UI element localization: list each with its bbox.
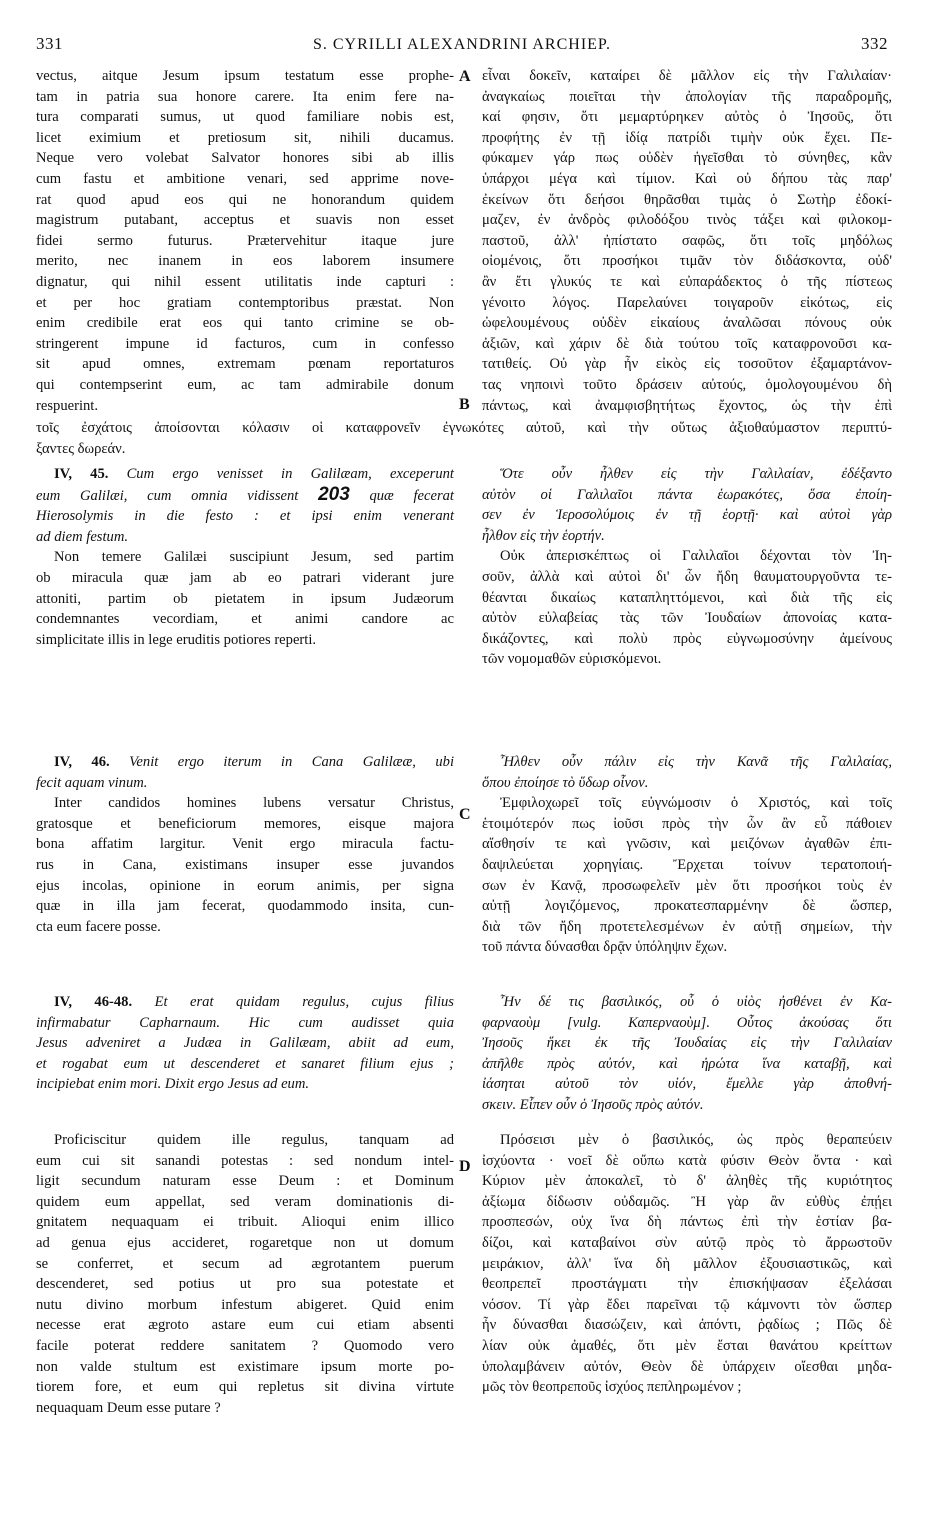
text-line: Inter candidos homines lubens versatur Christus, bbox=[54, 795, 454, 812]
text-line: αὐτῇ λογιζόμενος, προκατεσπαρμένην δὲ ὥσπερ, bbox=[482, 898, 892, 915]
text-line: τας νηποινὶ τοῦτο δράσειν αὐτούς, ὁμολογουμένου δὴ bbox=[482, 376, 892, 393]
text-line: gratosque et beneficiorum memores, eisque majora bbox=[36, 815, 454, 832]
lemma-line: Ἦλθεν οὖν πάλιν εἰς τὴν Κανᾶ τῆς Γαλιλαίας, bbox=[500, 754, 892, 770]
lemma-line: eum Galilæi, cum omnia vidissent 203 quæ fecerat bbox=[36, 483, 454, 505]
latin-column-top bbox=[36, 66, 454, 416]
lemma-line: Hierosolymis in die festo : et ipsi enim venerant bbox=[36, 508, 454, 525]
lemma-line: IV, 46. Venit ergo iterum in Cana Galilææ, ubi bbox=[54, 754, 454, 770]
margin-letter-a: A bbox=[459, 68, 471, 85]
lemma-line: φαρναοὺμ [vulg. Καπερναοὺμ]. Οὗτος ἀκούσας ὅτι bbox=[482, 1014, 892, 1031]
text-line: tam in patria sua honore carere. Ita enim fere na- bbox=[36, 88, 454, 105]
latin-section-iv-46-48-lemma bbox=[36, 992, 454, 1095]
text-line: enim credibile erat eos qui tanto crimine se ob- bbox=[36, 315, 454, 332]
text-line: ὑπολαμβάνειν αὐτόν, Θεὸν δὲ ὑπάρχειν οἴεσθαι μηδα- bbox=[482, 1358, 892, 1375]
text-line: σων ἐν Κανᾷ, προσωφελεῖν μὲν ὅτι προσήκοι τοὺς ἐν bbox=[482, 877, 892, 894]
left-page-number: 331 bbox=[36, 34, 63, 53]
text-line: gnitatem nequaquam ei tribuit. Alioqui enim illico bbox=[36, 1214, 454, 1231]
lemma-line: ὅπου ἐποίησε τὸ ὕδωρ οἶνον. bbox=[482, 774, 649, 791]
text-line: dignatur, qui nihil essent utilitatis inde capturi : bbox=[36, 273, 454, 290]
text-line: οἰομένοις, ὅτι προσήκοι τιμᾶν τὸν διδάσκοντα, οὐδ' bbox=[482, 253, 892, 270]
text-line: μῶς τὸν θεοπρεποῦς ἰσχύος πεπληρωμένον ; bbox=[482, 1379, 742, 1396]
text-line: ξαντες δωρεάν. bbox=[36, 440, 126, 457]
verse-reference: IV, 45. bbox=[54, 466, 109, 482]
text-line: licet eximium et pretiosum sit, nihili ducamus. bbox=[36, 129, 454, 146]
right-page-number: 332 bbox=[861, 34, 888, 53]
text-line: rat quod apud eos qui ne honorandum quidem bbox=[36, 191, 454, 208]
text-line: προσπεσών, οὐχ ἵνα δὴ πάντως ἐπὶ τὴν ἑστίαν βα- bbox=[482, 1214, 892, 1231]
text-line: merito, nec inanem in eos laborem insumere bbox=[36, 253, 454, 270]
column-number-marker: 203 bbox=[318, 483, 350, 505]
text-line: τοῖς ἐσχάτοις ἀποίσονται κόλασιν οἱ καταφρονεῖν ἐγνωκότες αὐτοῦ, καὶ τὴν οὕτως ἀξιοθαύμαστον περιπτύ- bbox=[36, 420, 892, 436]
text-line: condemnantes vecordiam, et animi candore ac bbox=[36, 611, 454, 628]
text-line: γένοιτο λόγος. Παρελαύνει τοιγαροῦν εἰκότως, εἰς bbox=[482, 294, 892, 311]
margin-letter-d: D bbox=[459, 1158, 471, 1175]
text-line: φύκαμεν γάρ πως οὐδὲν ἡγεῖσθαι τὸ σύνηθες, κἂν bbox=[482, 150, 892, 167]
text-line: Κύριον μὲν ἀποκαλεῖ, τὸ δ' ἀληθὲς τῆς κυριότητος bbox=[482, 1173, 892, 1190]
text-line: τατιθείς. Οὐ γὰρ ἦν εἰκὸς εἰς τοσοῦτον ἐξαμαρτάνον- bbox=[482, 356, 892, 373]
latin-section-iv-46-48-commentary bbox=[36, 1130, 454, 1418]
verse-reference: IV, 46-48. bbox=[54, 994, 133, 1010]
lemma-line: incipiebat enim mori. Dixit ergo Jesus ad eum. bbox=[36, 1076, 310, 1093]
lemma-line: Ἦν δέ τις βασιλικός, οὗ ὁ υἱὸς ἠσθένει ἐν Κα- bbox=[500, 994, 892, 1010]
text-line: ad genua ejus accideret, rogaretque non ut domum bbox=[36, 1234, 454, 1251]
text-line: Οὐκ ἀπερισκέπτως οἱ Γαλιλαῖοι δέχονται τὸν Ἰη- bbox=[500, 548, 892, 565]
text-line: εἶναι δοκεῖν, καταίρει δὲ μᾶλλον εἰς τὴν Γαλιλαίαν· bbox=[482, 68, 892, 84]
text-line: vectus, aitque Jesum ipsum testatum esse prophe- bbox=[36, 68, 454, 84]
text-line: et per hoc gratiam contemptoribus præstat. Non bbox=[36, 294, 454, 311]
lemma-line: fecit aquam vinum. bbox=[36, 774, 148, 791]
greek-section-iv-46 bbox=[482, 752, 892, 958]
lemma-line: αὐτὸν οἱ Γαλιλαῖοι πάντα ἑωρακότες, ὅσα ἐποίη- bbox=[482, 486, 892, 503]
text-line: cum fastu et ambitione venari, sed apprime nove- bbox=[36, 170, 454, 187]
text-line: ὠφελουμένους οὐδὲν εἰκαίους ἀναλῶσαι πόνους οὐκ bbox=[482, 315, 892, 332]
text-line: simplicitate illis in lege eruditis potiores reperti. bbox=[36, 631, 317, 648]
text-line: ἑτοιμότερόν πως ἰοῦσι πρὸς τὴν ὧν ἂν εὖ πάθοιεν bbox=[482, 815, 892, 832]
text-line: bona affatim largitur. Venit ergo miracula factu- bbox=[36, 836, 454, 853]
text-line: descenderet, sed potius ut pro sua potestate et bbox=[36, 1276, 454, 1293]
text-line: δίζοι, καὶ καταβαίνοι σὺν αὐτῷ πρὸς τὸ ἄρρωστοῦν bbox=[482, 1234, 892, 1251]
text-line: δικάζοντες, καὶ πολὺ πρὸς εὐγνωμοσύνην ἀμείνους bbox=[482, 630, 892, 647]
text-line: μαζεν, ἐν ἀνδρὸς φιλοδόξου τινὸς τάξει καὶ φιλοκομ- bbox=[482, 212, 892, 229]
text-line: ἰσχύοντα · νοεῖ δὲ οὔπω κατὰ φύσιν Θεὸν ὄντα · καὶ bbox=[482, 1152, 892, 1169]
margin-letter-b: B bbox=[459, 396, 470, 413]
greek-section-iv-46-48-lemma bbox=[482, 992, 892, 1116]
text-line: Neque vero volebat Salvator honores sibi ab illis bbox=[36, 150, 454, 167]
greek-full-width-continuation bbox=[36, 418, 892, 459]
text-line: eum cui sit sanandi potestas : sed nondum intel- bbox=[36, 1152, 454, 1169]
text-line: ἐκείνων ὅτι δεήσοι θηρᾶσθαι τιμὰς ὁ Σωτὴρ ἐδοκί- bbox=[482, 191, 892, 208]
text-line: magistrum putabant, acceptus et suavis non esset bbox=[36, 212, 454, 229]
text-line: καί φησιν, ὅτι μεμαρτύρηκεν αὐτὸς ὁ Ἰησοῦς, ὅτι bbox=[482, 109, 892, 126]
text-line: σοῦν, ἀλλὰ καὶ αὐτοὶ δι' ὧν ἤδη θαυματουργοῦντα τε- bbox=[482, 568, 892, 585]
text-line: πάντως, καὶ ἀναμφισβητήτως ἔχοντος, ὡς τὴν ἐπὶ bbox=[482, 397, 892, 414]
text-line: quidem eum appellat, sed veram dominationis di- bbox=[36, 1193, 454, 1210]
text-line: tiorem fore, et eum qui repletus sit divina virtute bbox=[36, 1379, 454, 1396]
lemma-line: et rogabat eum ut descenderet et sanaret filium ejus ; bbox=[36, 1055, 454, 1072]
text-line: παστοῦ, ἀλλ' ἠπίστατο σαφῶς, ὅτι τοῖς μηδόλως bbox=[482, 232, 892, 249]
greek-column-top bbox=[482, 66, 892, 416]
text-line: ἂν ἔτι γλυκύς τε καὶ εὐπαράδεκτος ὁ τῆς πίστεως bbox=[482, 273, 892, 290]
text-line: δαψιλεύεται χορηγίαις. Ἔρχεται τοίνυν τερατοποιή- bbox=[482, 856, 892, 873]
text-line: τοῦ πάντα δύνασθαι δρᾷν ὑπόληψιν ἔχων. bbox=[482, 939, 728, 956]
lemma-line: Ἰησοῦς ἥκει ἐκ τῆς Ἰουδαίας εἰς τὴν Γαλιλαίαν bbox=[482, 1035, 892, 1052]
text-line: Proficiscitur quidem ille regulus, tanquam ad bbox=[54, 1132, 454, 1148]
text-line: ἦν δύνασθαι διασώζειν, καὶ ἀπόντι, ῥᾳδίως ; Πῶς δὲ bbox=[482, 1317, 892, 1334]
text-line: Non temere Galilæi suscipiunt Jesum, sed partim bbox=[54, 549, 454, 566]
text-line: Πρόσεισι μὲν ὁ βασιλικός, ὡς πρὸς θεραπεύειν bbox=[500, 1132, 892, 1148]
text-line: αἴσθησίν τε καὶ γνῶσιν, καὶ μειζόνων ἀγαθῶν ἐπι- bbox=[482, 836, 892, 853]
text-line: nequaquam Deum esse putare ? bbox=[36, 1399, 221, 1416]
text-line: προφήτης ἐν τῇ ἰδίᾳ πατρίδι τιμὴν οὐκ ἔχει. Πε- bbox=[482, 129, 892, 146]
lemma-line: IV, 46-48. Et erat quidam regulus, cujus filius bbox=[54, 994, 454, 1010]
lemma-line: infirmabatur Capharnaum. Hic cum audisset quia bbox=[36, 1014, 454, 1031]
text-line: tura comparati sumus, ut quod familiare nobis est, bbox=[36, 109, 454, 126]
text-line: θέανται δικαίως καταπληττόμενοι, καὶ διὰ τῆς εἰς bbox=[482, 589, 892, 606]
text-line: Ἐμφιλοχωρεῖ τοῖς εὐγνώμοσιν ὁ Χριστός, καὶ τοῖς bbox=[500, 795, 892, 812]
text-line: ἀξιῶν, καὶ χάριν δὲ διὰ τούτου τοῖς καταφρονοῦσι κα- bbox=[482, 335, 892, 352]
text-line: respuerint. bbox=[36, 397, 99, 414]
text-line: διὰ τῶν ἤδη προτετελεσμένων ἐν αὐτῇ σημείων, τὴν bbox=[482, 918, 892, 935]
text-line: μειράκιον, ἀλλ' ἵνα δὴ μᾶλλον ἐξουσιαστικῶς, καὶ bbox=[482, 1255, 892, 1272]
text-line: τῶν νομομαθῶν εὑρισκόμενοι. bbox=[482, 651, 662, 668]
lemma-line: ἦλθον εἰς τὴν ἑορτήν. bbox=[482, 527, 605, 544]
text-line: attoniti, partim ob pietatem in ipsum Judæorum bbox=[36, 590, 454, 607]
lemma-line: σεν ἐν Ἱεροσολύμοις ἐν τῇ ἑορτῇ· καὶ αὐτοὶ γὰρ bbox=[482, 507, 892, 524]
text-line: se conferret, et secum ad ægrotantem puerum bbox=[36, 1255, 454, 1272]
margin-letter-c: C bbox=[459, 806, 471, 823]
text-line: necesse erat ægroto astare eum cui etiam absenti bbox=[36, 1317, 454, 1334]
verse-reference: IV, 46. bbox=[54, 754, 110, 770]
lemma-line: IV, 45. Cum ergo venisset in Galilæam, exceperunt bbox=[54, 466, 454, 482]
text-line: αὐτὸν εὐλαβείας τὰς τῶν Ἰουδαίων ἀπονοίας κατα- bbox=[482, 610, 892, 627]
running-title: S. CYRILLI ALEXANDRINI ARCHIEP. bbox=[312, 36, 612, 53]
text-line: ligit secundum naturam esse Deum : et Dominum bbox=[36, 1173, 454, 1190]
greek-section-iv-45 bbox=[482, 464, 892, 670]
lemma-line: Jesus adveniret a Judæa in Galilæam, abiit ad eum, bbox=[36, 1035, 454, 1052]
text-line: sit apud omnes, extremam pœnam reportaturos bbox=[36, 356, 454, 373]
text-line: ἀξίωμα δίδωσιν οὐδαμῶς. Ἢ γὰρ ἂν εὐθὺς ἐπῄει bbox=[482, 1193, 892, 1210]
text-line: non valde stultum est existimare ipsum morte po- bbox=[36, 1358, 454, 1375]
text-line: facile poterat reddere sanitatem ? Quomodo vero bbox=[36, 1337, 454, 1354]
lemma-line: ἰάσηται αὐτοῦ τὸν υἱόν, ἔμελλε γὰρ ἀποθνή- bbox=[482, 1076, 892, 1093]
text-line: νόσον. Τί γὰρ ἔδει παρεῖναι τῷ κάμνοντι τὸν ὥσπερ bbox=[482, 1296, 892, 1313]
latin-section-iv-46 bbox=[36, 752, 454, 937]
latin-section-iv-45 bbox=[36, 464, 454, 650]
text-line: ὑπάρχοι μέγα καὶ τίμιον. Καὶ οὐ δήπου τὰς παρ' bbox=[482, 170, 892, 187]
lemma-line: ad diem festum. bbox=[36, 528, 129, 545]
text-line: nutu divino morbum infestum abigeret. Quid enim bbox=[36, 1296, 454, 1313]
text-line: stringerent impune id facturos, cum in confesso bbox=[36, 335, 454, 352]
text-line: θεοπρεπεῖ προστάγματι τὴν ἐπισκήψασαν ἐξελάσαι bbox=[482, 1276, 892, 1293]
text-line: ob miracula quæ jam ab eo patrari viderant jure bbox=[36, 569, 454, 586]
text-line: fidei sermo futurus. Prætervehitur itaque jure bbox=[36, 232, 454, 249]
running-header bbox=[36, 34, 888, 56]
lemma-line: σκειν. Εἶπεν οὖν ὁ Ἰησοῦς πρὸς αὐτόν. bbox=[482, 1096, 704, 1113]
text-line: ejus incolas, opinione in eorum animis, per signa bbox=[36, 877, 454, 894]
text-line: quæ in illa jam fecerat, quodammodo insita, cun- bbox=[36, 898, 454, 915]
text-line: cta eum facere posse. bbox=[36, 918, 161, 935]
lemma-line: Ὅτε οὖν ἦλθεν εἰς τὴν Γαλιλαίαν, ἐδέξαντο bbox=[500, 466, 892, 482]
text-line: qui contempserint eum, ac tam admirabile donum bbox=[36, 376, 454, 393]
text-line: ἀναγκαίως ποιεῖται τὴν ἀπολογίαν τῆς παραδρομῆς, bbox=[482, 88, 892, 105]
greek-section-iv-46-48-commentary bbox=[482, 1130, 892, 1398]
text-line: λίαν οὐκ ἀμαθές, ὅτι μὲν ἔσται θανάτου κρείττων bbox=[482, 1337, 892, 1354]
text-line: rus in Cana, existimans insuper esse juvandos bbox=[36, 856, 454, 873]
lemma-line: ἀπῆλθε πρὸς αὐτόν, καὶ ἠρώτα ἵνα καταβῇ, καὶ bbox=[482, 1055, 892, 1072]
